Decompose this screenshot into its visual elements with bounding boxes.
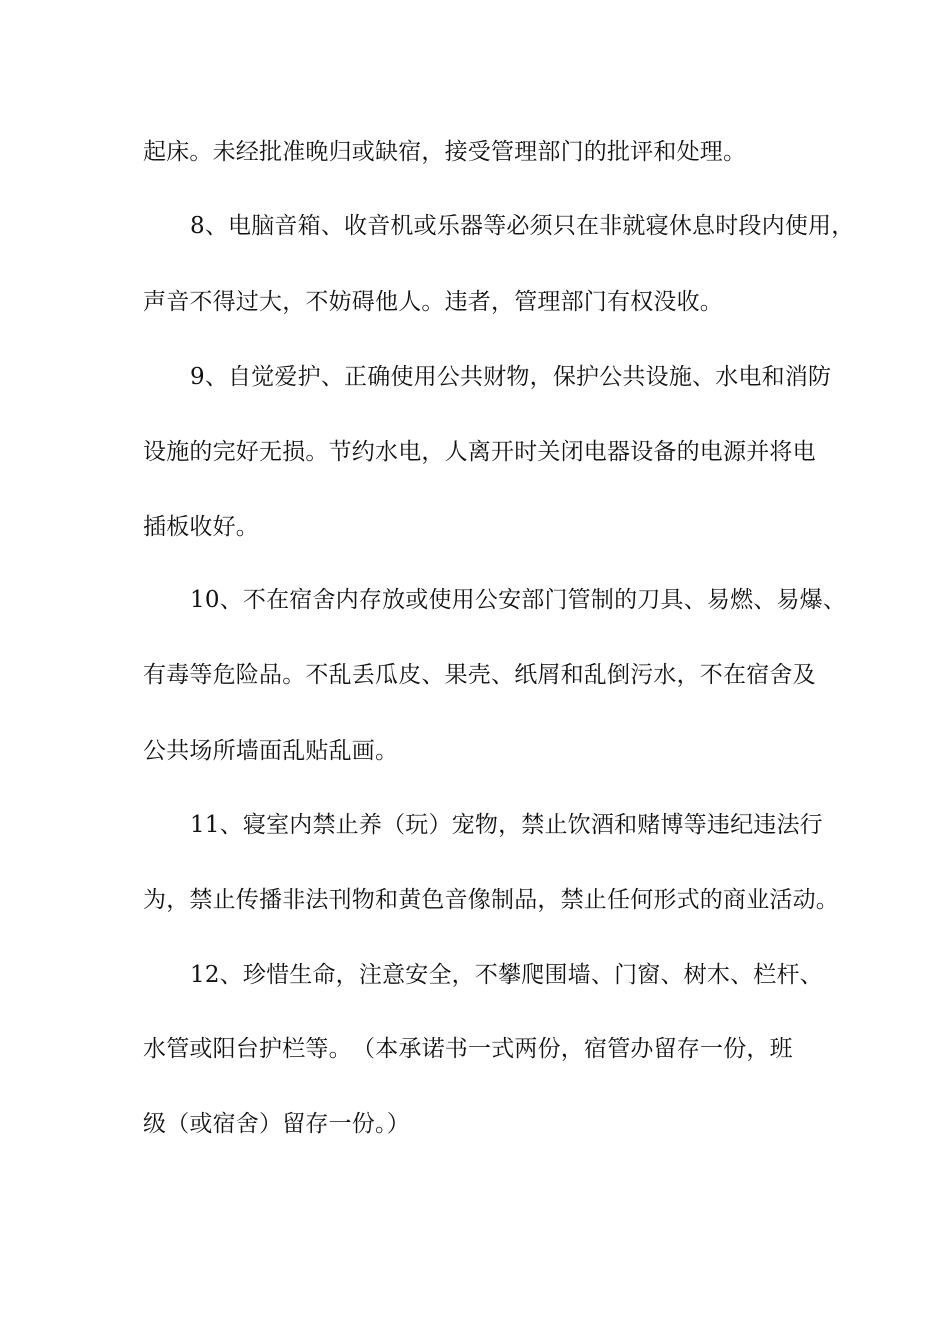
text-line: 起床。未经批准晚归或缺宿，接受管理部门的批评和处理。 bbox=[143, 139, 747, 165]
rule-8-line-1: 8、电脑音箱、收音机或乐器等必须只在非就寝休息时段内使用， bbox=[190, 213, 855, 239]
rule-9-line-2: 设施的完好无损。节约水电，人离开时关闭电器设备的电源并将电 bbox=[143, 439, 816, 465]
rule-8-line-2: 声音不得过大，不妨碍他人。违者，管理部门有权没收。 bbox=[143, 289, 723, 315]
rule-9-line-1: 9、自觉爱护、正确使用公共财物，保护公共设施、水电和消防 bbox=[190, 364, 832, 390]
rule-11-line-2: 为，禁止传播非法刊物和黄色音像制品，禁止任何形式的商业活动。 bbox=[143, 887, 839, 913]
rule-9-line-3: 插板收好。 bbox=[143, 514, 259, 540]
rule-11-line-1: 11、寝室内禁止养（玩）宠物，禁止饮酒和赌博等违纪违法行 bbox=[190, 812, 823, 838]
rule-10-line-3: 公共场所墙面乱贴乱画。 bbox=[143, 738, 399, 764]
rule-12-line-1: 12、珍惜生命，注意安全，不攀爬围墙、门窗、树木、栏杆、 bbox=[190, 962, 823, 988]
rule-12-line-2: 水管或阳台护栏等。 （本承诺书一式两份，宿管办留存一份，班 bbox=[143, 1036, 793, 1062]
rule-10-line-2: 有毒等危险品。不乱丢瓜皮、果壳、纸屑和乱倒污水，不在宿舍及 bbox=[143, 662, 816, 688]
rule-10-line-1: 10、不在宿舍内存放或使用公安部门管制的刀具、易燃、易爆、 bbox=[190, 587, 847, 613]
rule-12-line-3: 级（或宿舍）留存一份。） bbox=[143, 1111, 410, 1137]
